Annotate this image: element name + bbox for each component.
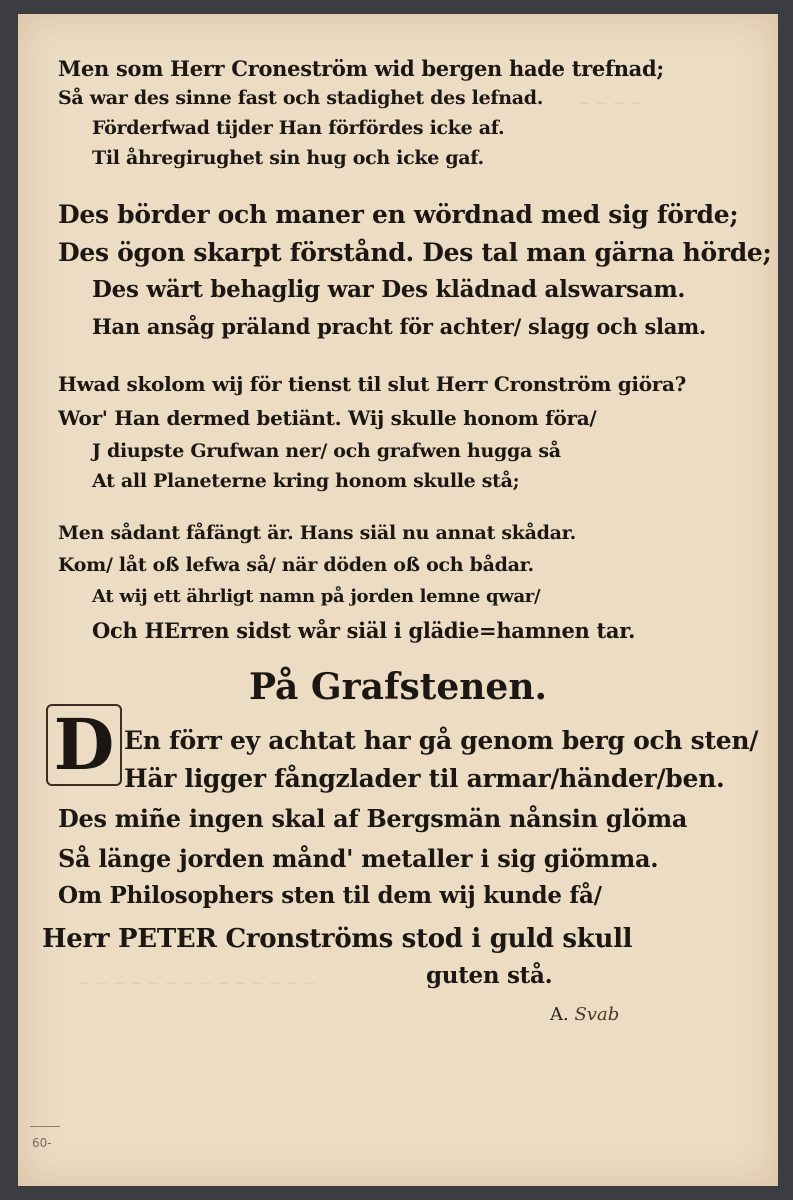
stanza-3-line-1: Hwad skolom wij för tienst til slut Herr Cronström giöra? [58, 372, 687, 396]
stanza-1-line-4: Til åhregirughet sin hug och icke gaf. [92, 147, 484, 169]
bleed-through: ~ ~ ~ ~ ~ ~ ~ ~ ~ ~ ~ ~ ~ ~ [78, 974, 316, 992]
epitaph-line-1: En förr ey achtat har gå genom berg och sten/ [124, 726, 759, 755]
epitaph-line-2: Här ligger fångzlader til armar/händer/ben. [124, 764, 725, 793]
signature [550, 1004, 619, 1025]
epitaph-line-6: Herr PETER Cronströms stod i guld skull [42, 924, 633, 954]
stanza-4-line-2: Kom/ låt oß lefwa så/ när döden oß och bådar. [58, 554, 534, 576]
epitaph-line-7: guten stå. [426, 962, 553, 989]
epitaph-line-4: Så länge jorden månd' metaller i sig giömma. [58, 844, 659, 873]
margin-note: 60- [32, 1136, 52, 1150]
signature-handwritten: Svab [574, 1004, 620, 1025]
stanza-3-line-3: J diupste Grufwan ner/ och grafwen hugga så [92, 440, 561, 462]
stanza-1-line-2: Så war des sinne fast och stadighet des lefnad. [58, 87, 544, 109]
document-page [18, 14, 778, 1186]
stanza-2-line-3: Des wärt behaglig war Des klädnad alswarsam. [92, 276, 686, 303]
stanza-3-line-4: At all Planeterne kring honom skulle stå; [92, 470, 520, 492]
stanza-1-line-3: Förderfwad tijder Han förfördes icke af. [92, 117, 505, 139]
stanza-4-line-1: Men sådant fåfängt är. Hans siäl nu annat skådar. [58, 522, 576, 544]
stanza-4-line-3: At wij ett ährligt namn på jorden lemne qwar/ [92, 586, 541, 607]
stanza-1-line-1: Men som Herr Croneström wid bergen hade trefnad; [58, 56, 664, 81]
stanza-3-line-2: Wor' Han dermed betiänt. Wij skulle honom föra/ [58, 406, 597, 430]
stanza-2-line-2: Des ögon skarpt förstånd. Des tal man gärna hörde; [58, 238, 772, 267]
epitaph-line-3: Des miñe ingen skal af Bergsmän nånsin glöma [58, 804, 688, 833]
epitaph-line-5: Om Philosophers sten til dem wij kunde få/ [58, 882, 602, 909]
margin-scratch [30, 1126, 60, 1127]
drop-cap: D [46, 704, 122, 786]
bleed-through: ~ ~ ~ ~ [578, 94, 643, 112]
stanza-2-line-4: Han ansåg präland pracht för achter/ slagg och slam. [92, 314, 706, 339]
signature-printed: A. [550, 1004, 569, 1025]
section-heading: På Grafstenen. [248, 666, 548, 708]
stanza-2-line-1: Des börder och maner en wördnad med sig förde; [58, 200, 739, 229]
stanza-4-line-4: Och HErren sidst wår siäl i glädie=hamnen tar. [92, 618, 636, 643]
